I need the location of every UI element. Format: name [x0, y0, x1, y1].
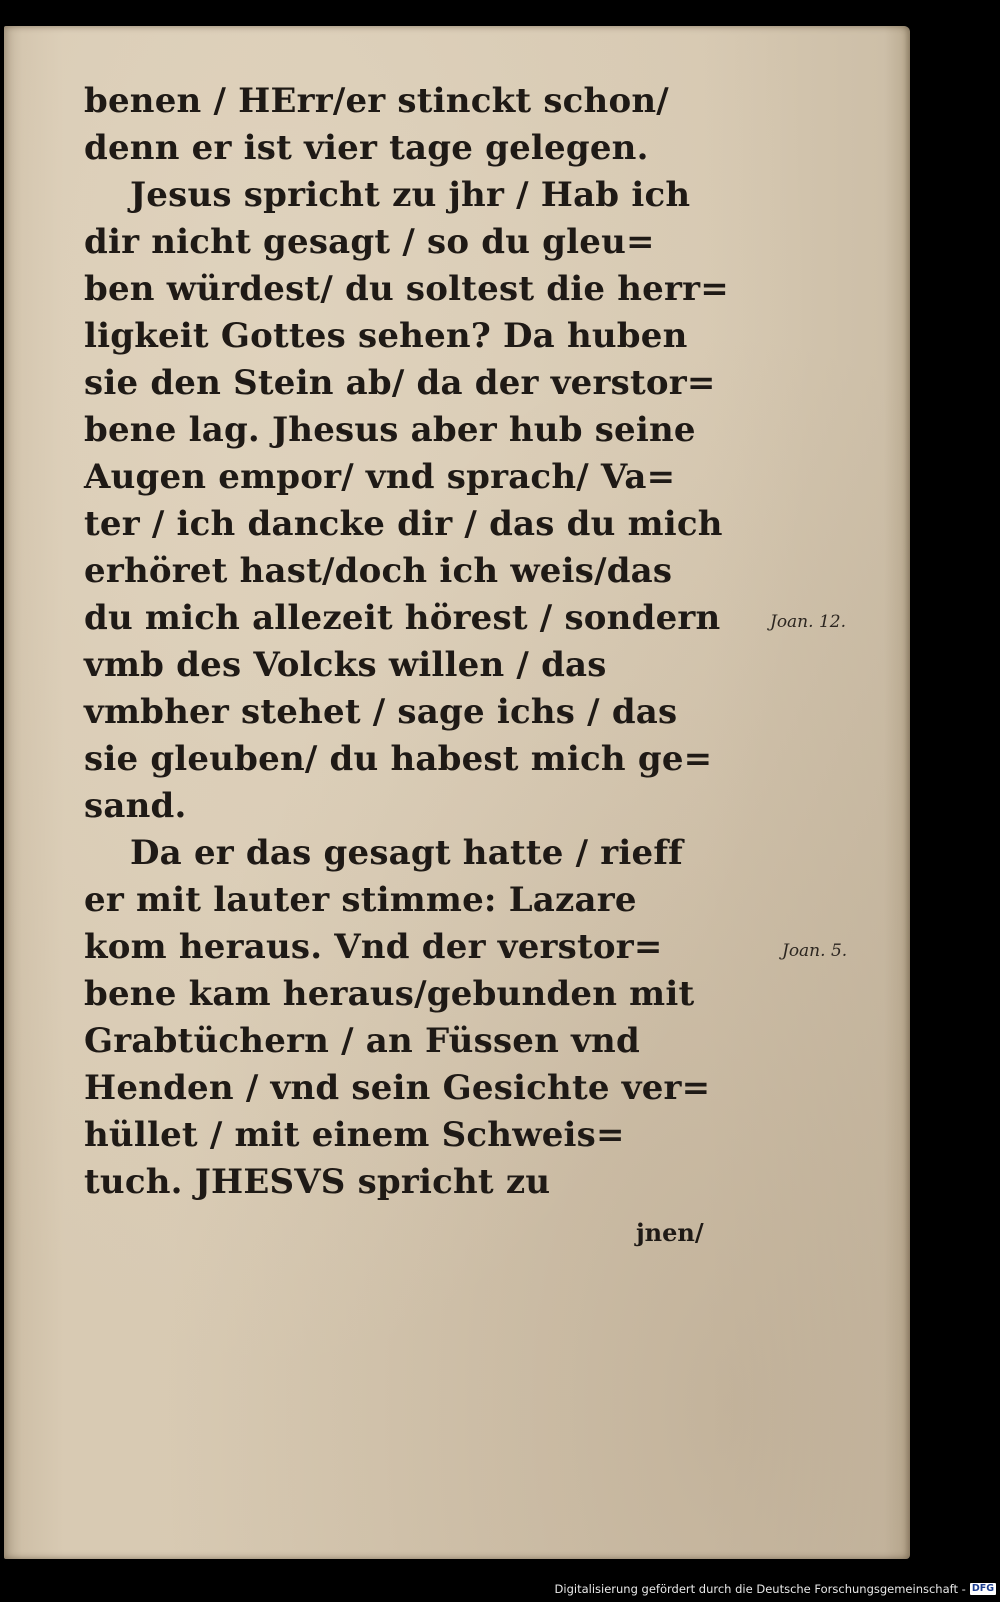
footer-credit: [555, 1582, 996, 1596]
text-line: sie gleuben/ du habest mich ge=: [84, 739, 713, 779]
text-line: Henden / vnd sein Gesichte ver=: [84, 1068, 711, 1108]
text-line: tuch. JHESVS spricht zu: [84, 1162, 551, 1202]
text-line: hüllet / mit einem Schweis=: [84, 1115, 625, 1155]
catchword: jnen/: [636, 1218, 704, 1247]
text-line: erhöret hast/doch ich weis/das: [84, 551, 673, 591]
text-line: vmbher stehet / sage ichs / das: [84, 692, 678, 732]
dfg-logo: DFG: [971, 1583, 994, 1594]
text-line: ter / ich dancke dir / das du mich: [84, 504, 723, 544]
text-line: bene lag. Jhesus aber hub seine: [84, 410, 696, 450]
text-line: Grabtüchern / an Füssen vnd: [84, 1021, 640, 1061]
text-line: Augen empor/ vnd sprach/ Va=: [84, 457, 676, 497]
text-line: denn er ist vier tage gelegen.: [84, 128, 649, 168]
text-line: bene kam heraus/gebunden mit: [84, 974, 695, 1014]
text-line: du mich allezeit hörest / sondern: [84, 598, 721, 638]
marginal-note-2: Joan. 5.: [782, 941, 848, 961]
text-line: ben würdest/ du soltest die herr=: [84, 269, 729, 309]
text-line: Jesus spricht zu jhr / Hab ich: [130, 175, 691, 215]
text-line: benen / HErr/er stinckt schon/: [84, 81, 669, 121]
body-text-block: [84, 78, 729, 1206]
text-line: sie den Stein ab/ da der verstor=: [84, 363, 716, 403]
book-page: [4, 26, 910, 1559]
text-line: er mit lauter stimme: Lazare: [84, 880, 637, 920]
footer-text: Digitalisierung gefördert durch die Deutsche Forschungsgemeinschaft -: [554, 1582, 966, 1596]
text-line: kom heraus. Vnd der verstor=: [84, 927, 663, 967]
text-line: sand.: [84, 786, 187, 826]
marginal-note-1: Joan. 12.: [770, 612, 846, 632]
text-line: vmb des Volcks willen / das: [84, 645, 607, 685]
text-line: dir nicht gesagt / so du gleu=: [84, 222, 655, 262]
text-line: Da er das gesagt hatte / rieff: [130, 833, 684, 873]
text-line: ligkeit Gottes sehen? Da huben: [84, 316, 688, 356]
